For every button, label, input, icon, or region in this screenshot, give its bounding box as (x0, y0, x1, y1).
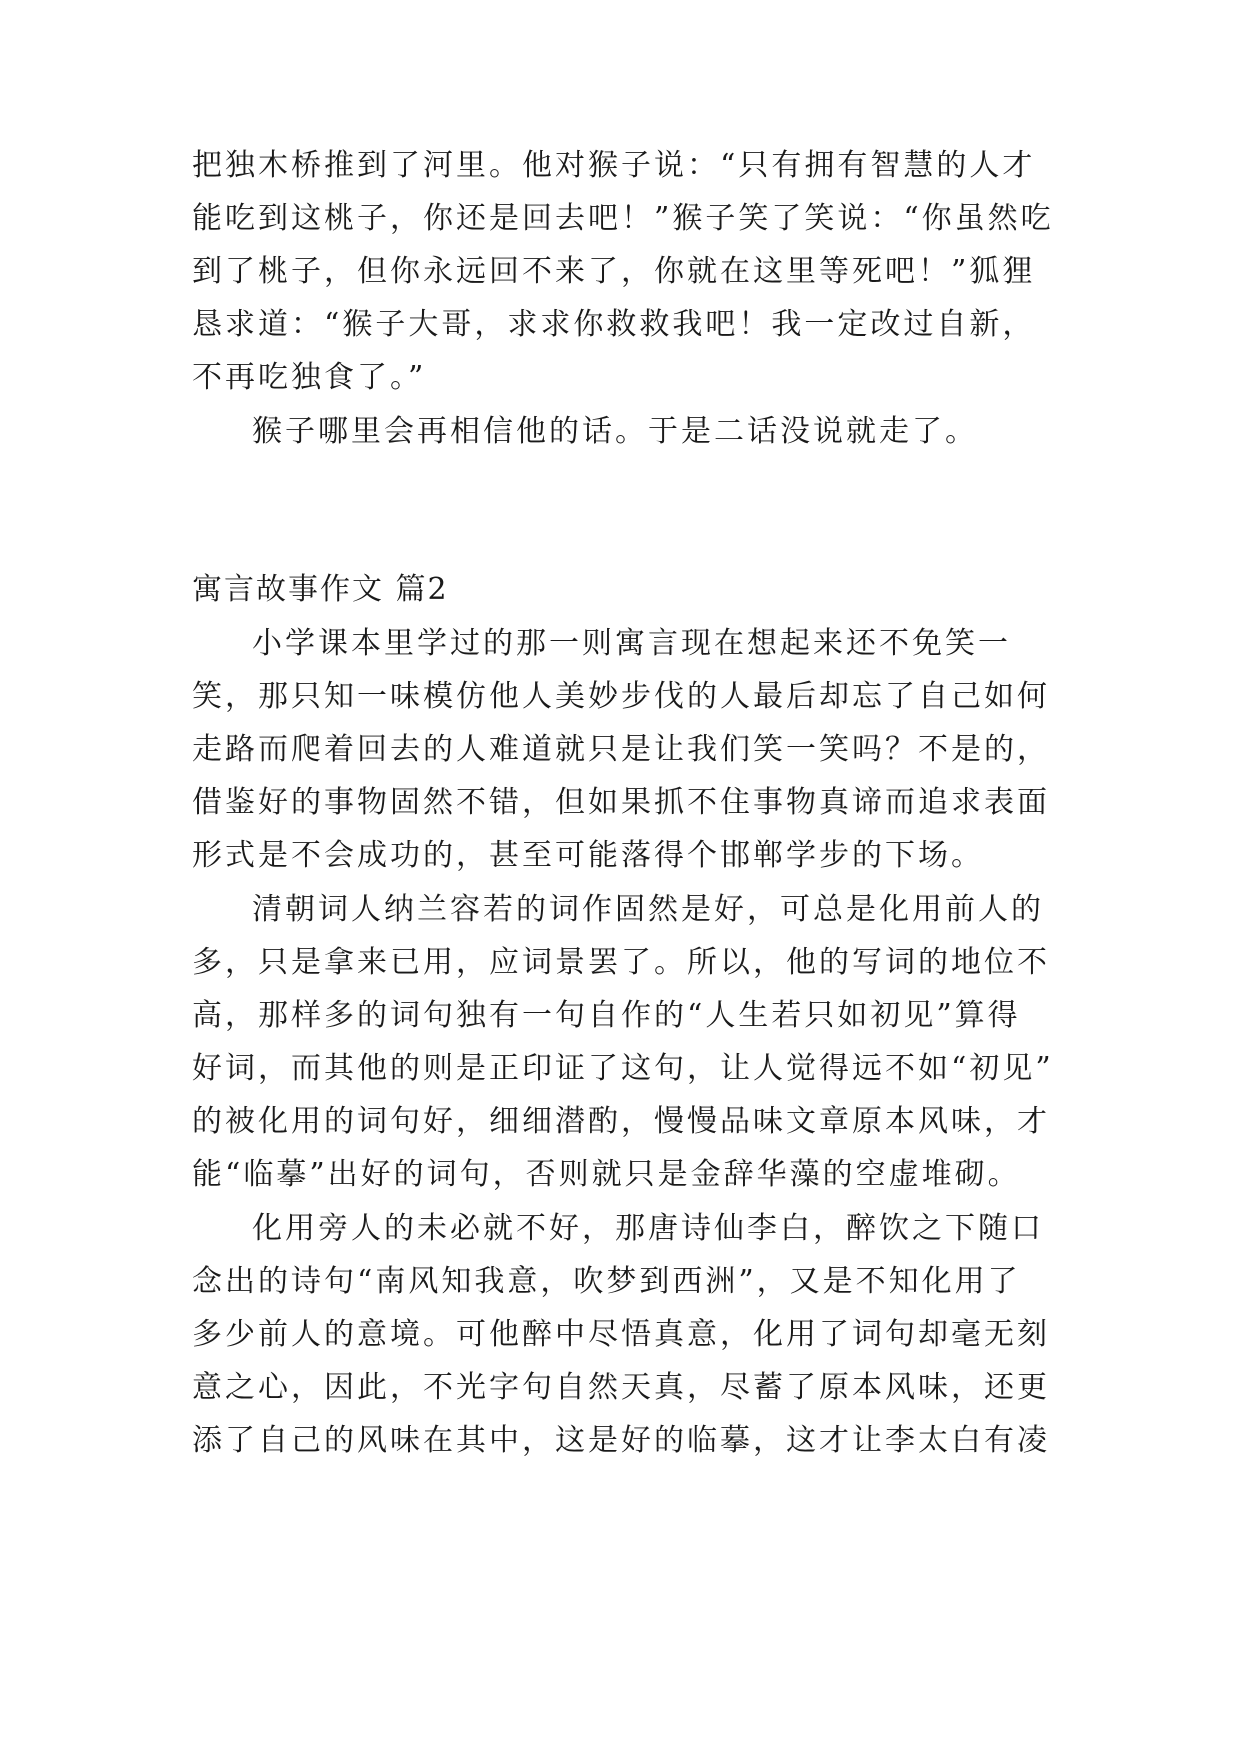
text-line: 恳求道：“猴子大哥，求求你救救我吧！我一定改过自新， (192, 307, 1036, 342)
text-line: 能吃到这桃子，你还是回去吧！”猴子笑了笑说：“你虽然吃 (192, 201, 1054, 236)
text-line: 能“临摹”出好的词句，否则就只是金辞华藻的空虚堆砌。 (192, 1157, 1021, 1192)
text-line: 不再吃独食了。” (192, 360, 427, 395)
text-line: 猴子哪里会再相信他的话。于是二话没说就走了。 (252, 414, 978, 449)
section-heading: 寓言故事作文 篇2 (192, 572, 449, 607)
text-line: 形式是不会成功的，甚至可能落得个邯郸学步的下场。 (192, 838, 984, 873)
text-line: 多少前人的意境。可他醉中尽悟真意，化用了词句却毫无刻 (192, 1317, 1050, 1352)
text-line: 多，只是拿来已用，应词景罢了。所以，他的写词的地位不 (192, 945, 1050, 980)
text-line: 把独木桥推到了河里。他对猴子说：“只有拥有智慧的人才 (192, 148, 1036, 183)
text-line: 念出的诗句“南风知我意，吹梦到西洲”，又是不知化用了 (192, 1264, 1021, 1299)
text-line: 添了自己的风味在其中，这是好的临摹，这才让李太白有凌 (192, 1423, 1050, 1458)
text-line: 的被化用的词句好，细细潜酌，慢慢品味文章原本风味，才 (192, 1104, 1050, 1139)
text-line: 到了桃子，但你永远回不来了，你就在这里等死吧！”狐狸 (192, 254, 1036, 289)
text-line: 笑，那只知一味模仿他人美妙步伐的人最后却忘了自己如何 (192, 679, 1050, 714)
text-line: 借鉴好的事物固然不错，但如果抓不住事物真谛而追求表面 (192, 785, 1050, 820)
text-line: 走路而爬着回去的人难道就只是让我们笑一笑吗？不是的， (192, 732, 1050, 767)
text-line: 好词，而其他的则是正印证了这句，让人觉得远不如“初见” (192, 1051, 1054, 1086)
text-line: 清朝词人纳兰容若的词作固然是好，可总是化用前人的 (252, 892, 1044, 927)
text-line: 化用旁人的未必就不好，那唐诗仙李白，醉饮之下随口 (252, 1211, 1044, 1246)
text-line: 高，那样多的词句独有一句自作的“人生若只如初见”算得 (192, 998, 1021, 1033)
text-line: 小学课本里学过的那一则寓言现在想起来还不免笑一 (252, 626, 1011, 661)
text-line: 意之心，因此，不光字句自然天真，尽蓄了原本风味，还更 (192, 1370, 1050, 1405)
